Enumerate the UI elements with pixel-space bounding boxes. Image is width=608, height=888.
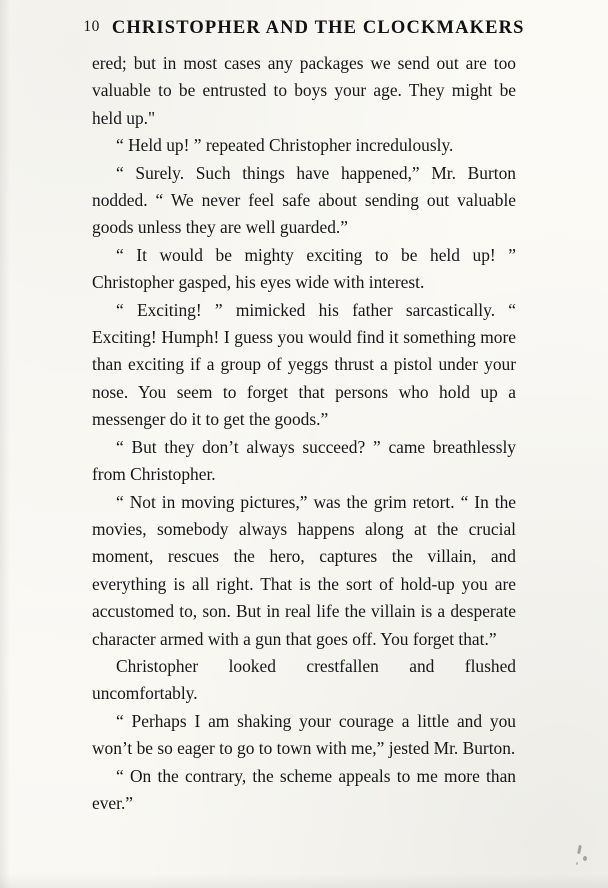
paragraph: “ On the contrary, the scheme appeals to me more than ever.” <box>92 765 516 813</box>
paragraph: “ Surely. Such things have happened,” Mr. Burton nodded. “ We never feel safe about sending out valuable goods unless they are well guarded.” <box>92 162 516 238</box>
page-header <box>0 18 608 39</box>
paper-speck <box>583 856 587 861</box>
paragraph: “ Perhaps I am shaking your courage a little and you won’t be so eager to go to town with me,” jested Mr. Burton. <box>92 710 516 759</box>
paragraph: “ It would be mighty exciting to be held up! ” Christopher gasped, his eyes wide with interest. <box>92 244 516 293</box>
page-edge-shading-bottom <box>0 874 608 888</box>
running-title: CHRISTOPHER AND THE CLOCKMAKERS <box>111 18 525 38</box>
page-edge-shading-left <box>0 0 10 888</box>
paragraph: ered; but in most cases any packages we send out are too valuable to be entrusted to boys your age. They might be held up." <box>92 53 516 128</box>
page-body-text <box>92 50 516 817</box>
paragraph: Christopher looked crestfallen and flushed uncomfortably. <box>92 655 516 704</box>
paper-speck <box>577 845 582 854</box>
paper-speck <box>576 862 578 865</box>
paragraph: “ Held up! ” repeated Christopher incredulously. <box>116 135 454 156</box>
paragraph: “ Exciting! ” mimicked his father sarcastically. “ Exciting! Humph! I guess you would find it something more than exciting if a group of yeggs thrust a pistol under your nose. You seem to forget that persons who hold up a messenger do it to get the goods.” <box>92 299 516 430</box>
page-number: 10 <box>83 18 100 35</box>
paragraph: “ But they don’t always succeed? ” came breathlessly from Christopher. <box>92 436 516 485</box>
paragraph: “ Not in moving pictures,” was the grim retort. “ In the movies, somebody always happens along at the crucial moment, rescues the hero, captures the villain, and everything is all right. That is the sort of hold-up you are accustomed to, son. But in real life the villain is a desperate character armed with a gun that goes off. You forget that.” <box>92 491 516 649</box>
